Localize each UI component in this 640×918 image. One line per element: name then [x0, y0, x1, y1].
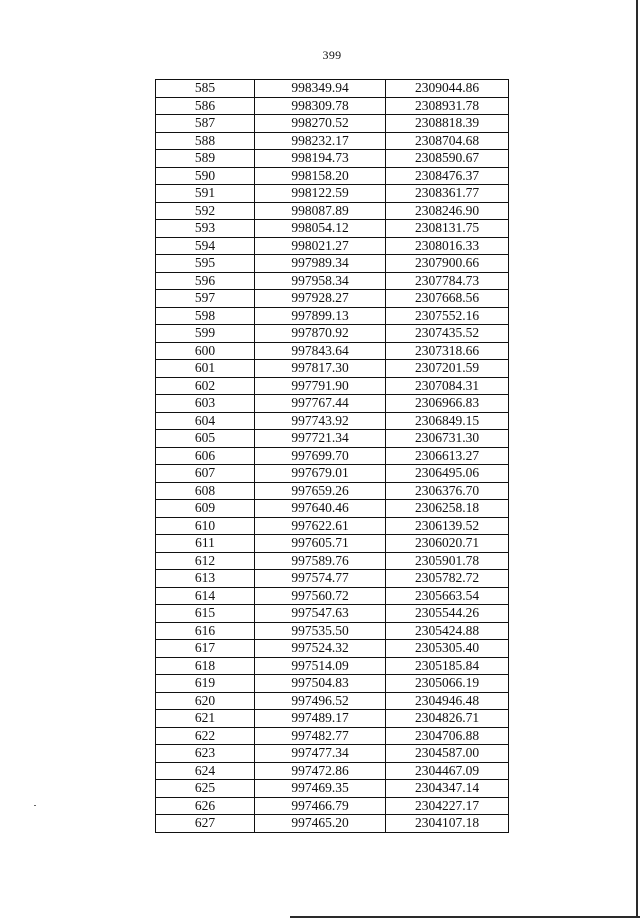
point-number-cell: 597 — [156, 290, 255, 308]
y-coordinate-cell: 2308818.39 — [386, 115, 509, 133]
table-row — [156, 622, 509, 640]
point-number-cell: 593 — [156, 220, 255, 238]
y-coordinate-cell: 2304347.14 — [386, 780, 509, 798]
point-number-cell: 588 — [156, 132, 255, 150]
x-coordinate-cell: 997466.79 — [255, 797, 386, 815]
table-row — [156, 395, 509, 413]
point-number-cell: 623 — [156, 745, 255, 763]
x-coordinate-cell: 997605.71 — [255, 535, 386, 553]
x-coordinate-cell: 998087.89 — [255, 202, 386, 220]
table-row — [156, 797, 509, 815]
point-number-cell: 624 — [156, 762, 255, 780]
x-coordinate-cell: 997489.17 — [255, 710, 386, 728]
table-row — [156, 185, 509, 203]
x-coordinate-cell: 997574.77 — [255, 570, 386, 588]
scan-speck — [34, 805, 36, 806]
table-row — [156, 727, 509, 745]
x-coordinate-cell: 997721.34 — [255, 430, 386, 448]
x-coordinate-cell: 997679.01 — [255, 465, 386, 483]
x-coordinate-cell: 997843.64 — [255, 342, 386, 360]
table-row — [156, 710, 509, 728]
point-number-cell: 591 — [156, 185, 255, 203]
table-row — [156, 307, 509, 325]
x-coordinate-cell: 997817.30 — [255, 360, 386, 378]
y-coordinate-cell: 2307552.16 — [386, 307, 509, 325]
y-coordinate-cell: 2309044.86 — [386, 80, 509, 98]
x-coordinate-cell: 997928.27 — [255, 290, 386, 308]
point-number-cell: 619 — [156, 675, 255, 693]
x-coordinate-cell: 997640.46 — [255, 500, 386, 518]
table-row — [156, 482, 509, 500]
table-row — [156, 605, 509, 623]
point-number-cell: 607 — [156, 465, 255, 483]
table-row — [156, 640, 509, 658]
x-coordinate-cell: 998021.27 — [255, 237, 386, 255]
x-coordinate-cell: 997514.09 — [255, 657, 386, 675]
table-row — [156, 202, 509, 220]
y-coordinate-cell: 2307435.52 — [386, 325, 509, 343]
table-row — [156, 430, 509, 448]
x-coordinate-cell: 997482.77 — [255, 727, 386, 745]
point-number-cell: 620 — [156, 692, 255, 710]
point-number-cell: 605 — [156, 430, 255, 448]
point-number-cell: 590 — [156, 167, 255, 185]
y-coordinate-cell: 2306139.52 — [386, 517, 509, 535]
table-row — [156, 780, 509, 798]
y-coordinate-cell: 2308246.90 — [386, 202, 509, 220]
y-coordinate-cell: 2308704.68 — [386, 132, 509, 150]
point-number-cell: 601 — [156, 360, 255, 378]
y-coordinate-cell: 2307668.56 — [386, 290, 509, 308]
x-coordinate-cell: 997589.76 — [255, 552, 386, 570]
table-row — [156, 220, 509, 238]
table-row — [156, 692, 509, 710]
y-coordinate-cell: 2304826.71 — [386, 710, 509, 728]
y-coordinate-cell: 2306258.18 — [386, 500, 509, 518]
x-coordinate-cell: 998054.12 — [255, 220, 386, 238]
x-coordinate-cell: 997560.72 — [255, 587, 386, 605]
y-coordinate-cell: 2305544.26 — [386, 605, 509, 623]
x-coordinate-cell: 997465.20 — [255, 815, 386, 833]
point-number-cell: 594 — [156, 237, 255, 255]
y-coordinate-cell: 2304587.00 — [386, 745, 509, 763]
table-row — [156, 255, 509, 273]
y-coordinate-cell: 2304227.17 — [386, 797, 509, 815]
table-row — [156, 80, 509, 98]
y-coordinate-cell: 2305424.88 — [386, 622, 509, 640]
x-coordinate-cell: 998158.20 — [255, 167, 386, 185]
table-row — [156, 167, 509, 185]
x-coordinate-cell: 998232.17 — [255, 132, 386, 150]
y-coordinate-cell: 2305185.84 — [386, 657, 509, 675]
table-row — [156, 97, 509, 115]
y-coordinate-cell: 2308476.37 — [386, 167, 509, 185]
table-row — [156, 150, 509, 168]
y-coordinate-cell: 2305305.40 — [386, 640, 509, 658]
point-number-cell: 587 — [156, 115, 255, 133]
table-row — [156, 272, 509, 290]
x-coordinate-cell: 997659.26 — [255, 482, 386, 500]
coordinates-table-body — [156, 80, 509, 833]
point-number-cell: 598 — [156, 307, 255, 325]
x-coordinate-cell: 997622.61 — [255, 517, 386, 535]
x-coordinate-cell: 997989.34 — [255, 255, 386, 273]
point-number-cell: 602 — [156, 377, 255, 395]
point-number-cell: 615 — [156, 605, 255, 623]
table-row — [156, 762, 509, 780]
table-row — [156, 745, 509, 763]
table-row — [156, 412, 509, 430]
table-row — [156, 570, 509, 588]
y-coordinate-cell: 2308361.77 — [386, 185, 509, 203]
y-coordinate-cell: 2306376.70 — [386, 482, 509, 500]
x-coordinate-cell: 998122.59 — [255, 185, 386, 203]
y-coordinate-cell: 2306849.15 — [386, 412, 509, 430]
point-number-cell: 617 — [156, 640, 255, 658]
x-coordinate-cell: 997958.34 — [255, 272, 386, 290]
table-row — [156, 237, 509, 255]
x-coordinate-cell: 997699.70 — [255, 447, 386, 465]
table-row — [156, 290, 509, 308]
point-number-cell: 606 — [156, 447, 255, 465]
x-coordinate-cell: 997899.13 — [255, 307, 386, 325]
y-coordinate-cell: 2308931.78 — [386, 97, 509, 115]
point-number-cell: 611 — [156, 535, 255, 553]
x-coordinate-cell: 997791.90 — [255, 377, 386, 395]
y-coordinate-cell: 2308131.75 — [386, 220, 509, 238]
y-coordinate-cell: 2306495.06 — [386, 465, 509, 483]
x-coordinate-cell: 997472.86 — [255, 762, 386, 780]
table-row — [156, 552, 509, 570]
page-right-edge — [636, 0, 638, 918]
point-number-cell: 618 — [156, 657, 255, 675]
x-coordinate-cell: 997743.92 — [255, 412, 386, 430]
x-coordinate-cell: 997535.50 — [255, 622, 386, 640]
point-number-cell: 614 — [156, 587, 255, 605]
point-number-cell: 612 — [156, 552, 255, 570]
table-row — [156, 815, 509, 833]
x-coordinate-cell: 997870.92 — [255, 325, 386, 343]
x-coordinate-cell: 997547.63 — [255, 605, 386, 623]
y-coordinate-cell: 2307201.59 — [386, 360, 509, 378]
point-number-cell: 592 — [156, 202, 255, 220]
table-row — [156, 517, 509, 535]
point-number-cell: 622 — [156, 727, 255, 745]
x-coordinate-cell: 997469.35 — [255, 780, 386, 798]
y-coordinate-cell: 2306966.83 — [386, 395, 509, 413]
y-coordinate-cell: 2306731.30 — [386, 430, 509, 448]
y-coordinate-cell: 2304946.48 — [386, 692, 509, 710]
y-coordinate-cell: 2308016.33 — [386, 237, 509, 255]
point-number-cell: 616 — [156, 622, 255, 640]
y-coordinate-cell: 2305663.54 — [386, 587, 509, 605]
y-coordinate-cell: 2307318.66 — [386, 342, 509, 360]
table-row — [156, 587, 509, 605]
table-row — [156, 377, 509, 395]
y-coordinate-cell: 2307784.73 — [386, 272, 509, 290]
point-number-cell: 626 — [156, 797, 255, 815]
x-coordinate-cell: 998194.73 — [255, 150, 386, 168]
table-row — [156, 447, 509, 465]
x-coordinate-cell: 998349.94 — [255, 80, 386, 98]
point-number-cell: 610 — [156, 517, 255, 535]
y-coordinate-cell: 2308590.67 — [386, 150, 509, 168]
table-row — [156, 500, 509, 518]
point-number-cell: 625 — [156, 780, 255, 798]
x-coordinate-cell: 997767.44 — [255, 395, 386, 413]
point-number-cell: 603 — [156, 395, 255, 413]
table-row — [156, 675, 509, 693]
y-coordinate-cell: 2305782.72 — [386, 570, 509, 588]
table-row — [156, 342, 509, 360]
point-number-cell: 600 — [156, 342, 255, 360]
table-row — [156, 465, 509, 483]
y-coordinate-cell: 2307084.31 — [386, 377, 509, 395]
y-coordinate-cell: 2304706.88 — [386, 727, 509, 745]
table-row — [156, 132, 509, 150]
table-row — [156, 325, 509, 343]
y-coordinate-cell: 2304467.09 — [386, 762, 509, 780]
y-coordinate-cell: 2306020.71 — [386, 535, 509, 553]
point-number-cell: 604 — [156, 412, 255, 430]
table-row — [156, 115, 509, 133]
y-coordinate-cell: 2306613.27 — [386, 447, 509, 465]
x-coordinate-cell: 997504.83 — [255, 675, 386, 693]
point-number-cell: 627 — [156, 815, 255, 833]
x-coordinate-cell: 997477.34 — [255, 745, 386, 763]
page-number: 399 — [322, 48, 342, 62]
point-number-cell: 596 — [156, 272, 255, 290]
x-coordinate-cell: 997496.52 — [255, 692, 386, 710]
point-number-cell: 613 — [156, 570, 255, 588]
point-number-cell: 586 — [156, 97, 255, 115]
y-coordinate-cell: 2304107.18 — [386, 815, 509, 833]
point-number-cell: 599 — [156, 325, 255, 343]
coordinates-table — [155, 79, 509, 833]
x-coordinate-cell: 997524.32 — [255, 640, 386, 658]
x-coordinate-cell: 998309.78 — [255, 97, 386, 115]
x-coordinate-cell: 998270.52 — [255, 115, 386, 133]
point-number-cell: 585 — [156, 80, 255, 98]
table-row — [156, 360, 509, 378]
y-coordinate-cell: 2305901.78 — [386, 552, 509, 570]
point-number-cell: 589 — [156, 150, 255, 168]
point-number-cell: 595 — [156, 255, 255, 273]
point-number-cell: 609 — [156, 500, 255, 518]
table-row — [156, 657, 509, 675]
point-number-cell: 608 — [156, 482, 255, 500]
y-coordinate-cell: 2307900.66 — [386, 255, 509, 273]
point-number-cell: 621 — [156, 710, 255, 728]
y-coordinate-cell: 2305066.19 — [386, 675, 509, 693]
table-row — [156, 535, 509, 553]
